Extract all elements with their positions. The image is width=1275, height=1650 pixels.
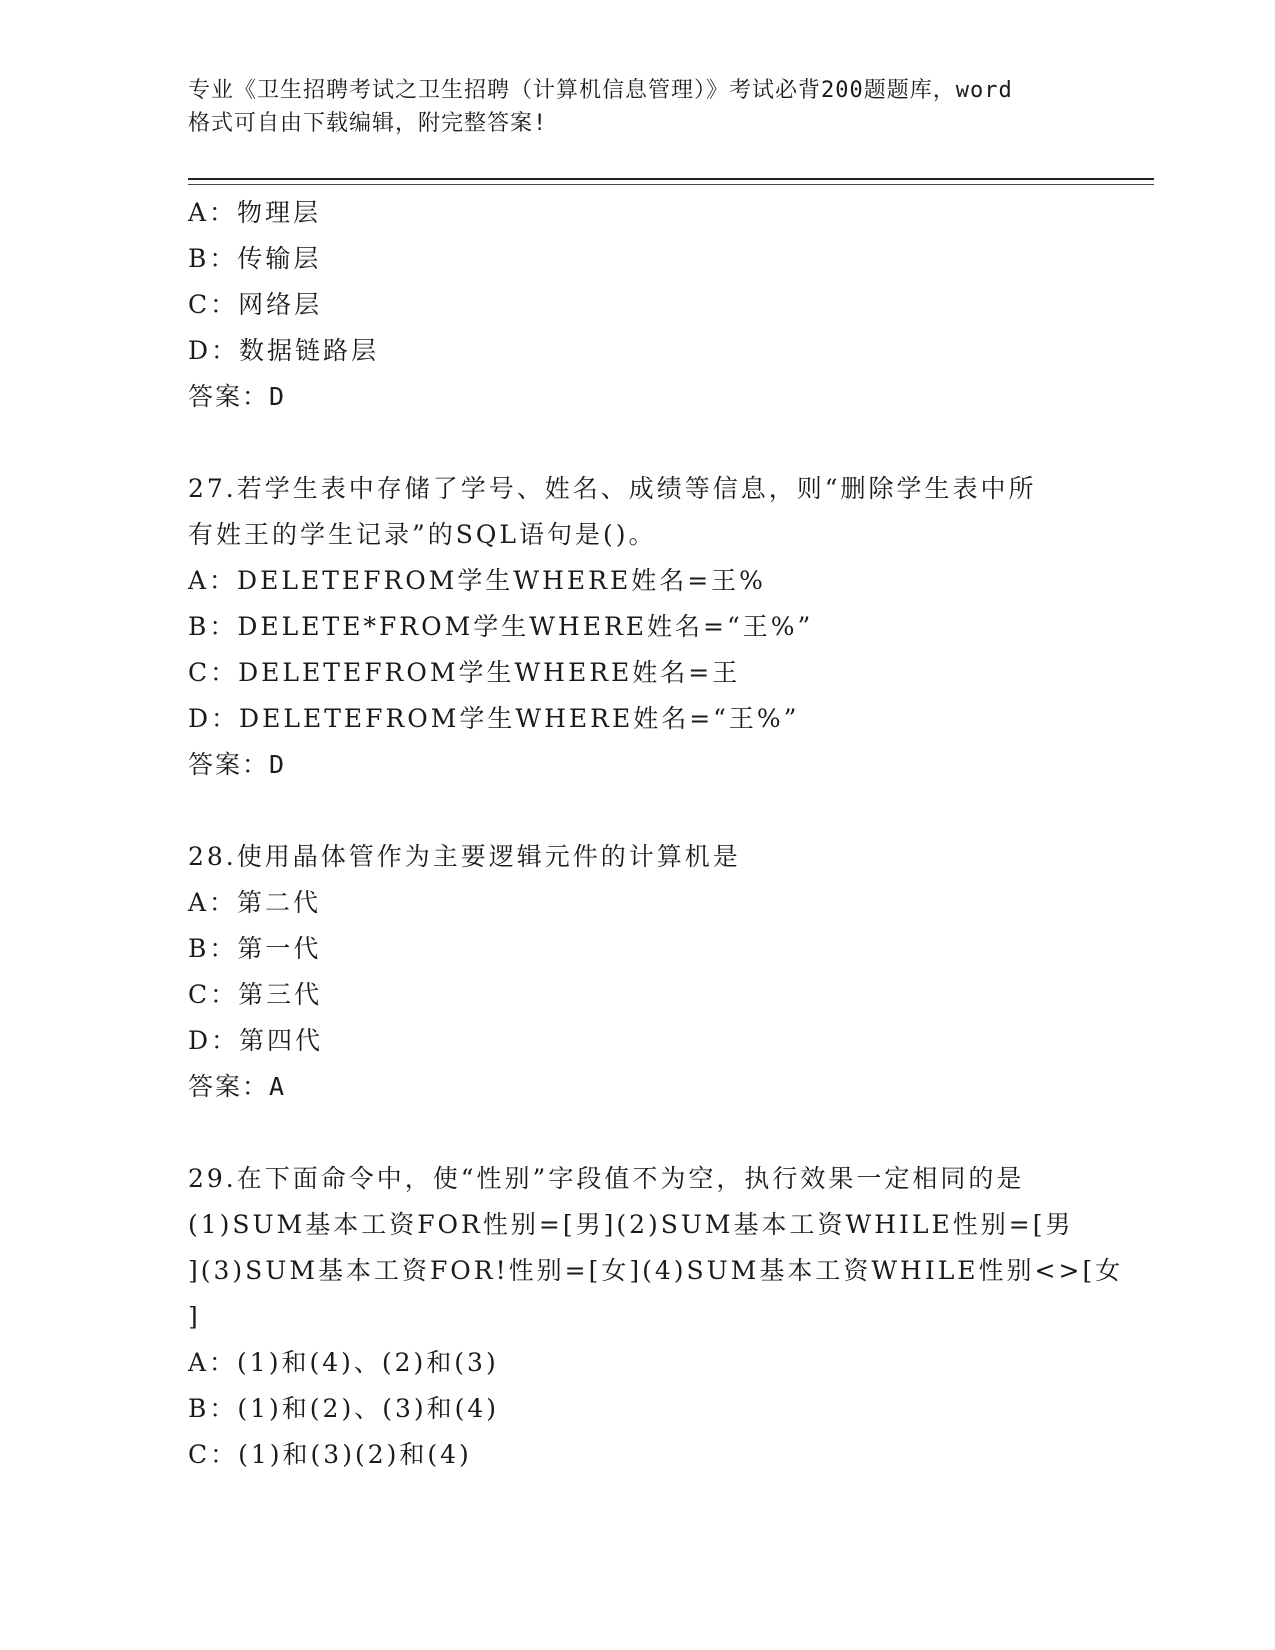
option-a: A：物理层 (188, 198, 322, 227)
answer-line: 答案：D (188, 382, 287, 411)
answer-line: 答案：D (188, 750, 287, 779)
option-c: C：网络层 (188, 290, 323, 319)
spacer (188, 1110, 1088, 1156)
header-divider-thick (188, 178, 1154, 180)
option-b: B：传输层 (188, 244, 322, 273)
question-stem-line: 27.若学生表中存储了学号、姓名、成绩等信息，则“删除学生表中所 (188, 474, 1037, 503)
question-stem-line: (1)SUM基本工资FOR性别=[男](2)SUM基本工资WHILE性别=[男 (188, 1210, 1074, 1239)
option-b: B：第一代 (188, 934, 322, 963)
question-content (188, 190, 1124, 1478)
option-d: D：第四代 (188, 1026, 324, 1055)
option-c: C：(1)和(3)(2)和(4) (188, 1440, 472, 1469)
question-stem-line: ](3)SUM基本工资FOR!性别=[女](4)SUM基本工资WHILE性别<>[女 (188, 1256, 1124, 1285)
document-header (188, 74, 1088, 140)
header-divider-thin (188, 184, 1154, 185)
option-a: A：(1)和(4)、(2)和(3) (188, 1348, 499, 1377)
question-stem-line: 有姓王的学生记录”的SQL语句是()。 (188, 520, 657, 549)
question-stem-line: 29.在下面命令中，使“性别”字段值不为空，执行效果一定相同的是 (188, 1164, 1025, 1193)
option-a: A：DELETEFROM学生WHERE姓名=王% (188, 566, 766, 595)
header-line-1: 专业《卫生招聘考试之卫生招聘（计算机信息管理）》考试必背200题题库，word (188, 78, 1013, 103)
question-27-block (188, 466, 1088, 788)
option-d: D：数据链路层 (188, 336, 380, 365)
spacer (188, 420, 1088, 466)
option-c: C：第三代 (188, 980, 323, 1009)
answer-line: 答案：A (188, 1072, 287, 1101)
question-28-block (188, 834, 1088, 1110)
option-a: A：第二代 (188, 888, 322, 917)
option-c: C：DELETEFROM学生WHERE姓名=王 (188, 658, 741, 687)
header-line-2: 格式可自由下载编辑，附完整答案! (188, 111, 548, 136)
option-b: B：DELETE*FROM学生WHERE姓名=“王%” (188, 612, 814, 641)
question-stem-line: ] (188, 1302, 201, 1331)
option-b: B：(1)和(2)、(3)和(4) (188, 1394, 500, 1423)
question-stem-line: 28.使用晶体管作为主要逻辑元件的计算机是 (188, 842, 741, 871)
spacer (188, 788, 1088, 834)
question-29-block (188, 1156, 1124, 1478)
option-d: D：DELETEFROM学生WHERE姓名=“王%” (188, 704, 800, 733)
question-26-block (188, 190, 1088, 420)
